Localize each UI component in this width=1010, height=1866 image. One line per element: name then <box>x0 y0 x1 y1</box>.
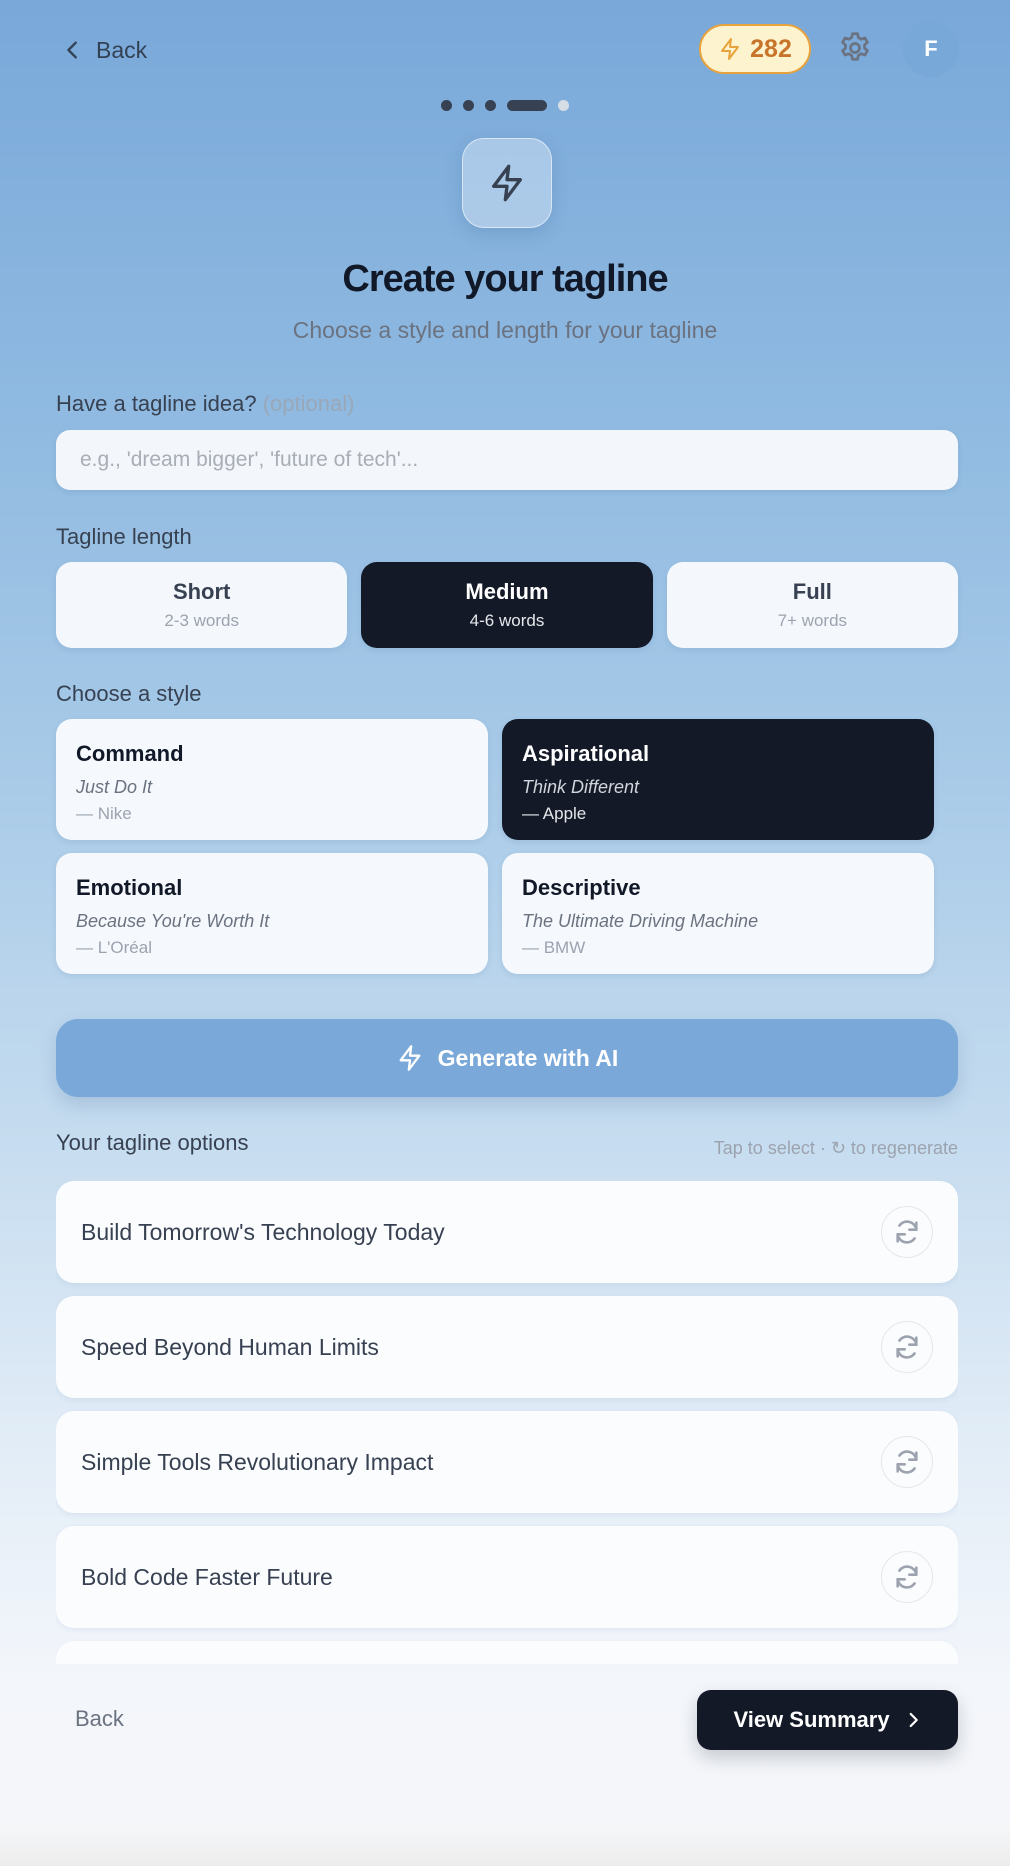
bottom-shade <box>0 1830 1010 1866</box>
tagline-option[interactable] <box>56 1411 958 1513</box>
view-summary-label: View Summary <box>733 1707 890 1732</box>
credits-count: 282 <box>750 34 792 63</box>
refresh-icon <box>893 1218 921 1246</box>
step-dot-4-current <box>507 100 547 111</box>
credits-badge[interactable] <box>699 24 811 74</box>
page-title: Create your tagline <box>342 258 668 300</box>
refresh-icon <box>893 1333 921 1361</box>
tagline-idea-input[interactable] <box>56 430 958 490</box>
style-name: Aspirational <box>522 741 650 766</box>
footer-back-button[interactable]: Back <box>75 1706 124 1731</box>
length-option-short[interactable] <box>56 562 347 648</box>
back-label: Back <box>96 36 148 63</box>
lightning-icon <box>718 37 742 61</box>
step-dot-1 <box>441 100 452 111</box>
tagline-text: Build Tomorrow's Technology Today <box>81 1218 445 1245</box>
tagline-option-partial[interactable] <box>56 1641 958 1664</box>
style-brand: — Apple <box>522 804 587 823</box>
tagline-options-heading: Your tagline options <box>56 1130 249 1155</box>
regenerate-button[interactable] <box>881 1436 933 1488</box>
style-example: Just Do It <box>76 777 153 797</box>
view-summary-button[interactable] <box>697 1690 958 1750</box>
page-subtitle: Choose a style and length for your tagline <box>292 317 718 343</box>
lightning-icon <box>396 1044 424 1072</box>
chevron-left-icon <box>62 39 84 61</box>
style-brand: — BMW <box>522 938 586 957</box>
regenerate-button[interactable] <box>881 1321 933 1373</box>
style-brand: — L'Oréal <box>76 938 152 957</box>
length-sub: 2-3 words <box>164 611 239 630</box>
style-option-command[interactable] <box>56 719 488 840</box>
regenerate-button[interactable] <box>881 1206 933 1258</box>
tagline-text: Speed Beyond Human Limits <box>81 1333 379 1360</box>
style-brand: — Nike <box>76 804 132 823</box>
tagline-text: Bold Code Faster Future <box>81 1563 333 1590</box>
generate-with-ai-button[interactable] <box>56 1019 958 1097</box>
step-dot-2 <box>463 100 474 111</box>
gear-icon[interactable] <box>837 30 873 66</box>
step-dot-3 <box>485 100 496 111</box>
generate-label: Generate with AI <box>437 1044 619 1071</box>
tagline-option[interactable] <box>56 1296 958 1398</box>
idea-label-text: Have a tagline idea? <box>56 391 257 416</box>
tagline-option[interactable] <box>56 1181 958 1283</box>
hero-icon-tile <box>462 138 552 228</box>
idea-label <box>56 391 354 417</box>
regenerate-button[interactable] <box>881 1551 933 1603</box>
tagline-options-list[interactable] <box>56 1181 958 1664</box>
length-name: Full <box>792 579 832 604</box>
tagline-option[interactable] <box>56 1526 958 1628</box>
back-button[interactable] <box>62 30 147 70</box>
length-option-full[interactable] <box>667 562 958 648</box>
style-example: Think Different <box>522 777 640 797</box>
refresh-icon <box>893 1448 921 1476</box>
optional-tag: (optional) <box>262 391 355 416</box>
length-name: Short <box>172 579 231 604</box>
style-label: Choose a style <box>56 681 202 706</box>
tagline-options-hint: Tap to select · ↻ to regenerate <box>713 1138 958 1158</box>
progress-steps <box>0 100 1010 111</box>
tagline-text: Simple Tools Revolutionary Impact <box>81 1448 434 1475</box>
lightning-icon <box>487 163 527 203</box>
style-example: Because You're Worth It <box>76 911 270 931</box>
refresh-icon <box>893 1563 921 1591</box>
length-selector <box>56 562 958 648</box>
style-example: The Ultimate Driving Machine <box>522 911 759 931</box>
style-option-descriptive[interactable] <box>502 853 934 974</box>
style-name: Emotional <box>76 875 183 900</box>
top-bar <box>0 0 1010 100</box>
chevron-right-icon <box>904 1711 922 1729</box>
length-sub: 4-6 words <box>469 611 545 630</box>
style-name: Descriptive <box>522 875 641 900</box>
length-name: Medium <box>465 579 549 604</box>
avatar[interactable]: F <box>903 21 959 77</box>
step-dot-5 <box>558 100 569 111</box>
length-label: Tagline length <box>56 524 192 549</box>
style-selector <box>56 719 936 974</box>
style-option-emotional[interactable] <box>56 853 488 974</box>
style-name: Command <box>76 741 184 766</box>
style-option-aspirational[interactable] <box>502 719 934 840</box>
length-option-medium[interactable] <box>361 562 652 648</box>
length-sub: 7+ words <box>777 611 848 630</box>
